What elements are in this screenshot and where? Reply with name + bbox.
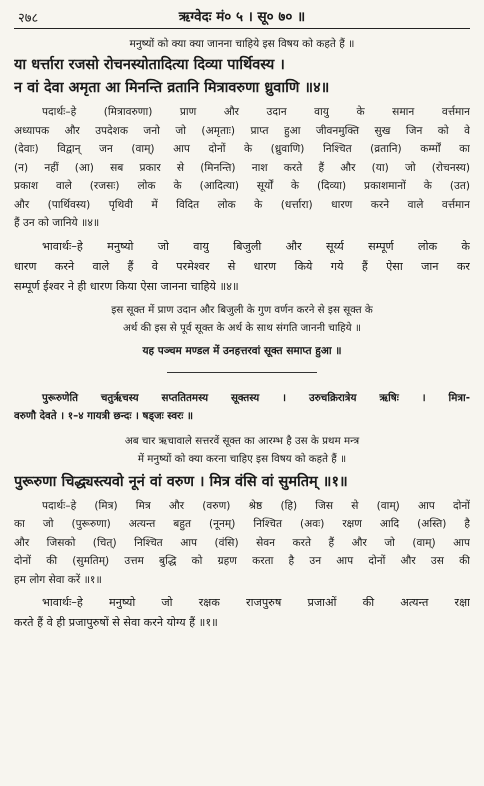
sukta-summary [14, 301, 470, 338]
sukta-end-note: यह पञ्चम मण्डल में उनहत्तरवां सूक्त समाप्त हुआ ॥ [142, 344, 342, 357]
text-line: सम्पूर्ण ईश्वर ने ही धारण किया ऐसा जानना चाहिये ॥४॥ [14, 279, 239, 293]
text-line: भावार्थः–हे मनुष्यो जो रक्षक राजपुरुष प्रजाओं की अत्यन्त रक्षा [42, 596, 470, 609]
bhavartha-paragraph [14, 237, 470, 297]
mantra-line: पुरूरुणा चिद्ध्यस्त्यवो नूनं वां वरुण । मित्र वंसि वां सुमतिम् ॥१॥ [14, 473, 348, 490]
mantra-line: न वां देवा अमृता आ मिनन्ति व्रतानि मित्रावरुणा ध्रुवाणि ॥४॥ [14, 80, 330, 96]
section-divider [167, 372, 317, 373]
padartha-paragraph [14, 103, 470, 233]
text-line: का जो (पुरूरुणा) अत्यन्त बहुत (नूनम्) निश्चित (अवः) रक्षण आदि (अस्ति) है [14, 518, 470, 530]
text-line: पदार्थः–हे (मित्रावरुणा) प्राण और उदान वायु के समान वर्त्तमान [42, 106, 470, 118]
text-line: प्रकाश वाले (रजसः) लोक के (आदित्या) सूर्यों के (दिव्या) प्रकाशमानों के (उत) [14, 180, 470, 192]
sukta-info [14, 389, 470, 426]
text-line: (न) नहीं (आ) सब प्रकार से (मिनन्ति) नाश करते हैं और (या) जो (रोचनस्य) [14, 161, 470, 174]
text-line: पुरूरुणेति चतुर्ऋचस्य सप्ततितमस्य सूक्तस्य । उरुचक्रिरात्रेय ऋषिः । मित्रा- [42, 391, 470, 404]
text-line: और (पार्थिवस्य) पृथिवी में विदित लोक के (धर्त्तारा) धारण करने वाले वर्त्तमान [14, 198, 470, 211]
page-header [14, 6, 470, 29]
text-line: हम लोग सेवा करें ॥१॥ [14, 573, 102, 586]
text-line: अध्यापक और उपदेशक जनो जो (अमृताः) प्राप्त हुआ जीवनमुक्ति सुख जिन को वे [14, 124, 470, 137]
section-intro [14, 432, 470, 469]
text-line: में मनुष्यों को क्या करना चाहिए इस विषय को कहते हैं ॥ [137, 453, 347, 465]
text-line: और जिसको (चित्) निश्चित आप (वंसि) सेवन करते हैं और जो (वाम्) आप [14, 536, 470, 549]
text-line: वरुणौ देवते । १–४ गायत्री छन्दः । षड्जः स्वरः ॥ [14, 410, 194, 422]
text-line: धारण करने वाले हैं वे परमेश्वर से धारण किये गये हैं ऐसा जान कर [14, 259, 470, 273]
text-line: इस सूक्त में प्राण उदान और बिजुली के गुण वर्णन करने से इस सूक्त के [111, 303, 373, 316]
text-line: अर्थ की इस से पूर्व सूक्त के अर्थ के साथ संगति जाननी चाहिये ॥ [122, 322, 362, 334]
text-line: पदार्थः–हे (मित्र) मित्र और (वरुण) श्रेष्ठ (हि) जिस से (वाम्) आप दोनों [42, 499, 470, 512]
mantra-line: या धर्त्तारा रजसो रोचनस्योतादित्या दिव्या पार्थिवस्य । [14, 57, 285, 73]
text-line: करते हैं वे ही प्रजापुरुषों से सेवा करने योग्य हैं ॥१॥ [14, 616, 218, 629]
text-line: दोनों की (सुमतिम्) उत्तम बुद्धि को ग्रहण करता है उन आप दोनों और उस की [14, 555, 470, 567]
bhavartha-paragraph [14, 593, 470, 633]
padartha-paragraph [14, 497, 470, 590]
page-number: २७८ [18, 11, 39, 26]
text-line: (देवाः) विद्वान् जन (वाम्) आप दोनों के (ध्रुवाणि) निश्चित (व्रतानि) कर्म्मों का [14, 143, 470, 155]
text-line: अब चार ऋचावाले सत्तरवें सूक्त का आरम्भ है उस के प्रथम मन्त्र [124, 434, 360, 447]
running-title: ऋग्वेदः मं० ५ । सू० ७० ॥ [178, 9, 306, 25]
text-line: भावार्थः–हे मनुष्यो जो वायु बिजुली और सूर्य्य सम्पूर्ण लोक के [42, 239, 470, 253]
text-line: हैं उन को जानिये ॥४॥ [14, 217, 100, 229]
section-intro: मनुष्यों को क्या क्या जानना चाहिये इस विषय को कहते हैं ॥ [129, 38, 355, 50]
